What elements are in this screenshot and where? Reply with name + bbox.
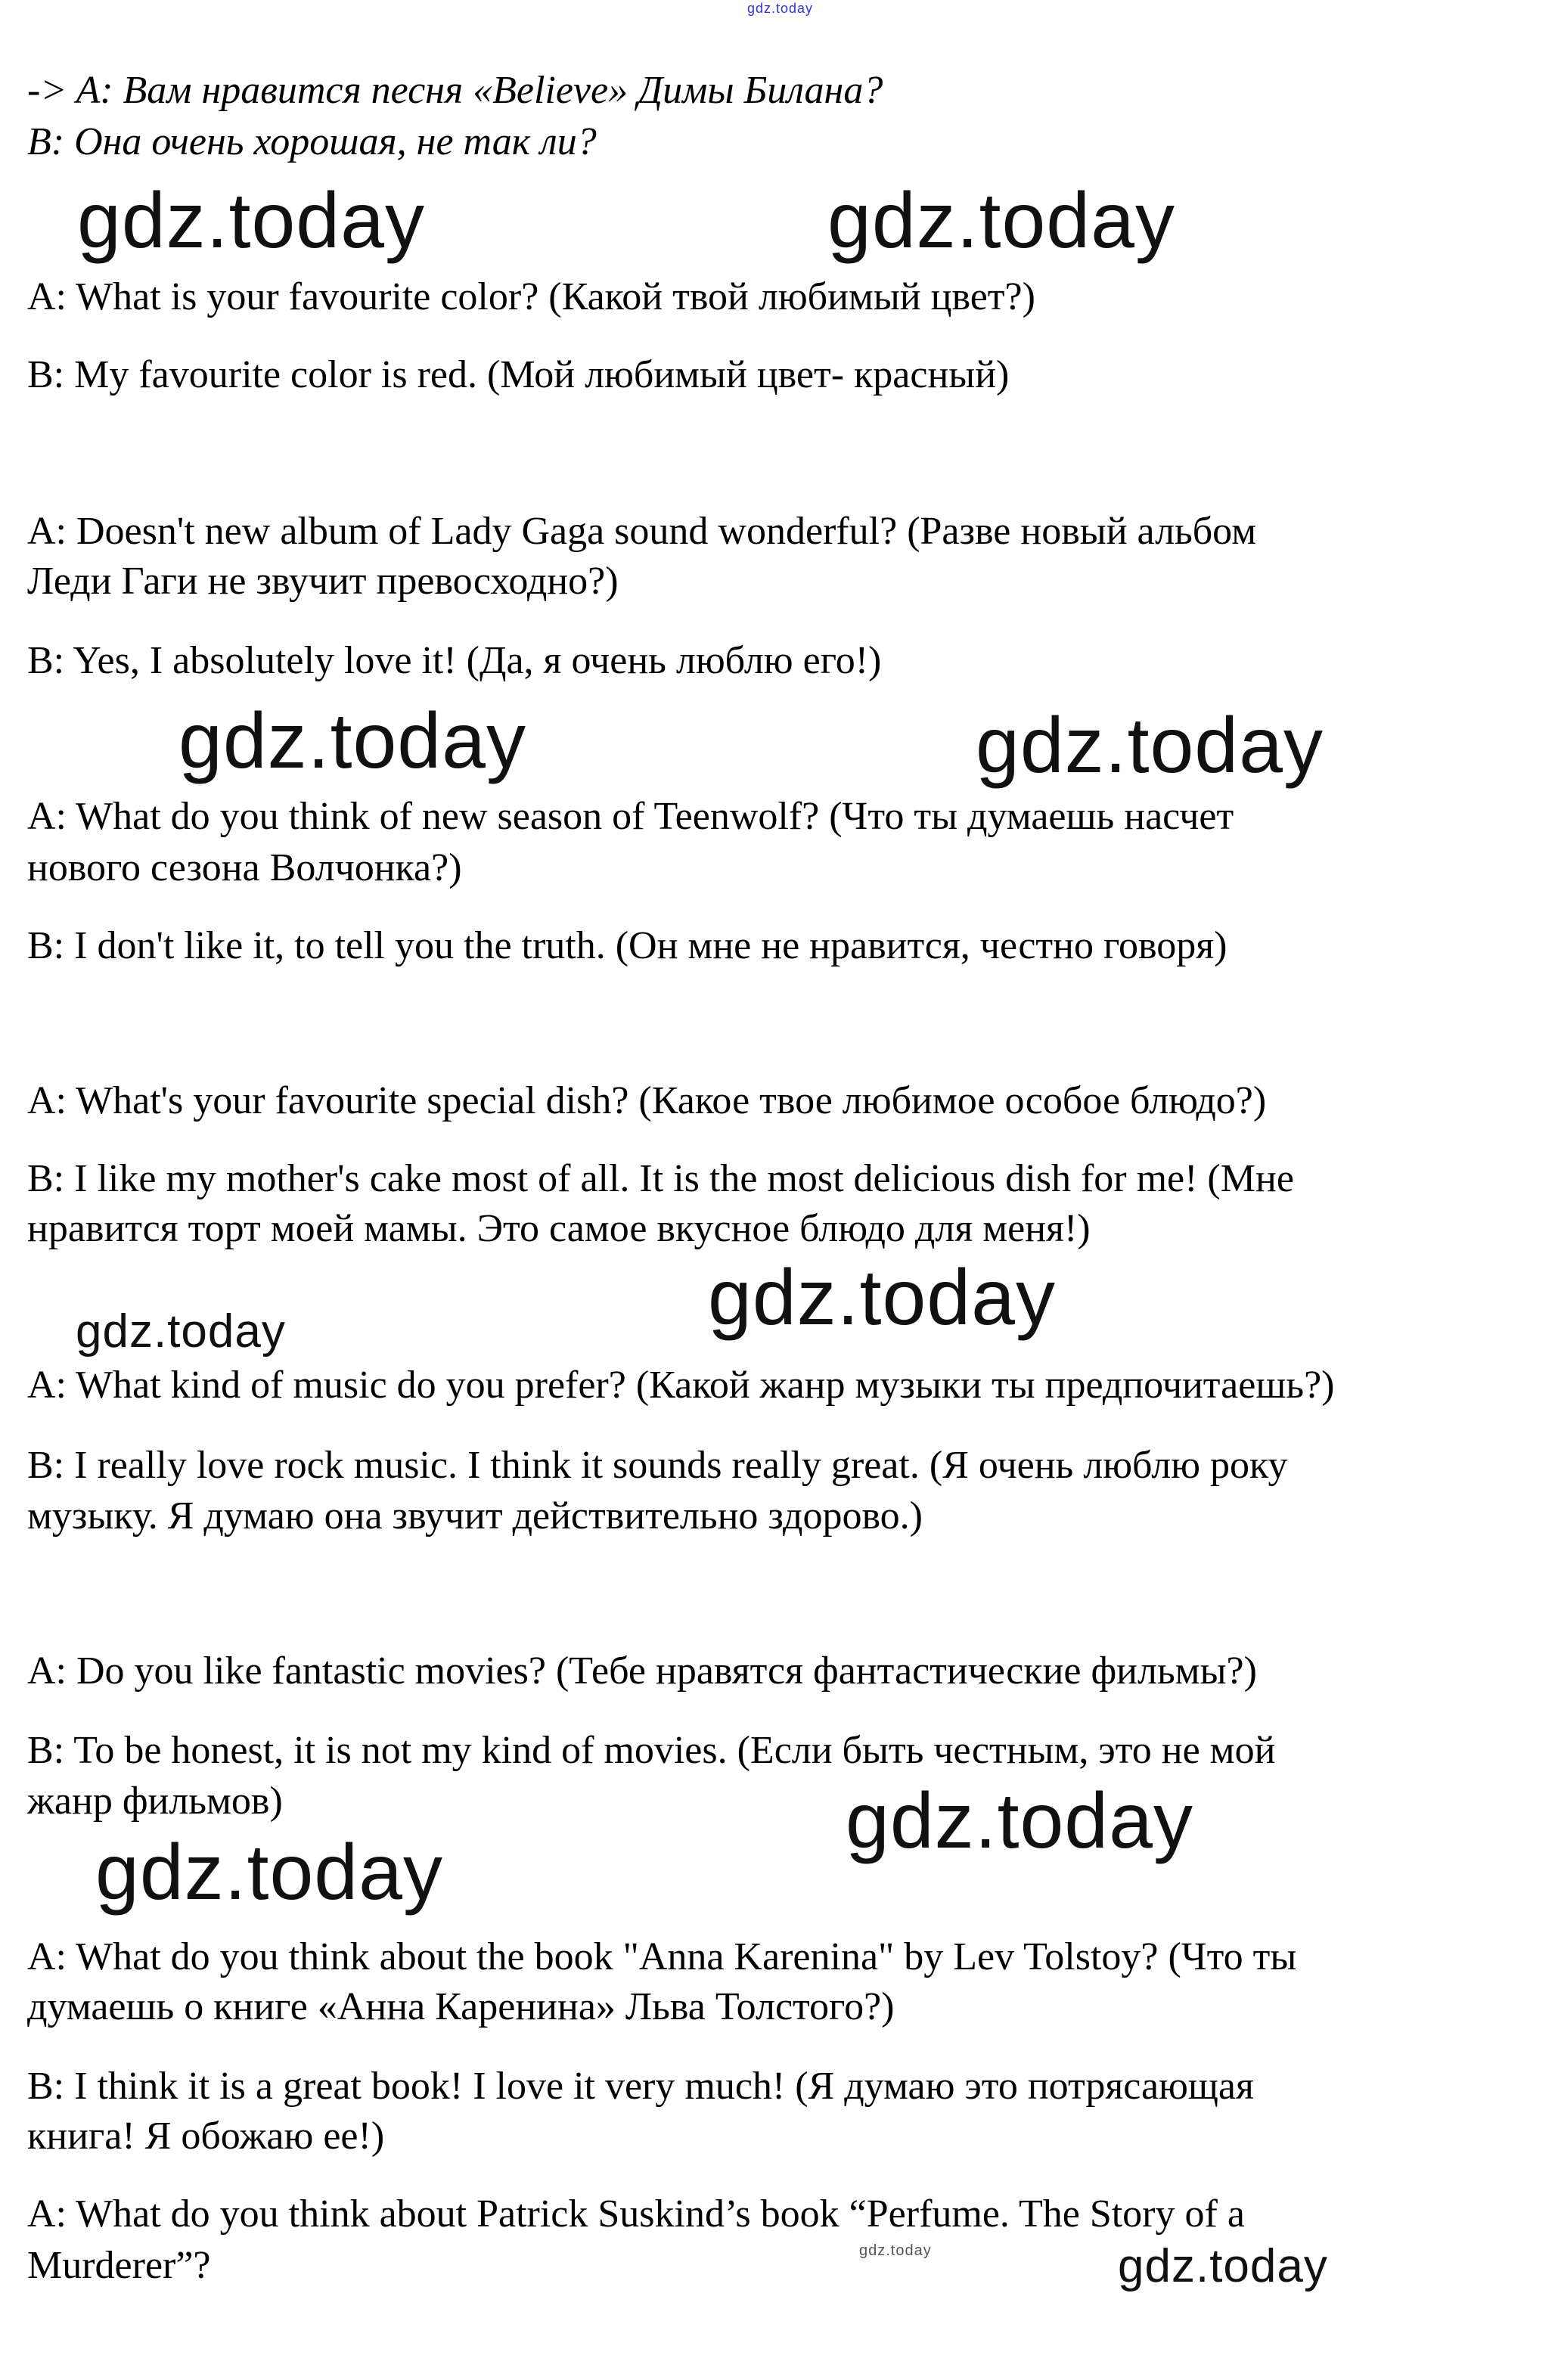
watermark: gdz.today: [827, 177, 1175, 265]
dialogue-line: A: Doesn't new album of Lady Gaga sound wonderful? (Разве новый альбом: [27, 510, 1257, 553]
dialogue-line: Murderer”?: [27, 2244, 211, 2287]
watermark: gdz.today: [747, 1, 814, 16]
watermark: gdz.today: [976, 702, 1324, 790]
watermark: gdz.today: [859, 2242, 932, 2259]
watermark: gdz.today: [708, 1254, 1056, 1342]
watermark: gdz.today: [1118, 2240, 1328, 2292]
dialogue-line: A: What do you think of new season of Teenwolf? (Что ты думаешь насчет: [27, 795, 1234, 838]
dialogue-line: B: To be honest, it is not my kind of movies. (Если быть честным, это не мой: [27, 1729, 1276, 1772]
dialogue-line: нового сезона Волчонка?): [27, 846, 462, 889]
dialogue-line: книга! Я обожаю ее!): [27, 2115, 385, 2158]
dialogue-line: B: Yes, I absolutely love it! (Да, я очень люблю его!): [27, 639, 882, 682]
dialogue-line: A: What kind of music do you prefer? (Какой жанр музыки ты предпочитаешь?): [27, 1364, 1335, 1407]
dialogue-line: B: My favourite color is red. (Мой любимый цвет- красный): [27, 353, 1010, 396]
dialogue-line: жанр фильмов): [27, 1780, 283, 1823]
dialogue-line: B: I think it is a great book! I love it very much! (Я думаю это потрясающая: [27, 2065, 1254, 2108]
dialogue-line: Леди Гаги не звучит превосходно?): [27, 560, 619, 603]
dialogue-line: A: Do you like fantastic movies? (Тебе нравятся фантастические фильмы?): [27, 1649, 1257, 1693]
dialogue-line: A: What do you think about Patrick Suskind’s book “Perfume. The Story of a: [27, 2192, 1245, 2236]
watermark: gdz.today: [846, 1777, 1193, 1865]
dialogue-line: A: What do you think about the book "Anna Karenina" by Lev Tolstoy? (Что ты: [27, 1935, 1297, 1978]
watermark: gdz.today: [178, 697, 526, 785]
dialogue-line: B: Она очень хорошая, не так ли?: [27, 120, 597, 163]
dialogue-line: A: What is your favourite color? (Какой твой любимый цвет?): [27, 275, 1035, 318]
watermark: gdz.today: [76, 1305, 286, 1358]
dialogue-line: нравится торт моей мамы. Это самое вкусное блюдо для меня!): [27, 1207, 1091, 1250]
watermark: gdz.today: [95, 1829, 443, 1916]
dialogue-line: B: I really love rock music. I think it sounds really great. (Я очень люблю року: [27, 1444, 1288, 1487]
dialogue-line: B: I don't like it, to tell you the truth. (Он мне не нравится, честно говоря): [27, 924, 1227, 967]
dialogue-line: B: I like my mother's cake most of all. It is the most delicious dish for me! (Мне: [27, 1157, 1294, 1200]
dialogue-line: музыку. Я думаю она звучит действительно здорово.): [27, 1494, 923, 1538]
dialogue-line: A: What's your favourite special dish? (Какое твое любимое особое блюдо?): [27, 1079, 1267, 1122]
dialogue-line: -> A: Вам нравится песня «Believe» Димы Билана?: [27, 69, 883, 112]
dialogue-line: думаешь о книге «Анна Каренина» Льва Толстого?): [27, 1985, 895, 2028]
watermark: gdz.today: [77, 177, 425, 265]
